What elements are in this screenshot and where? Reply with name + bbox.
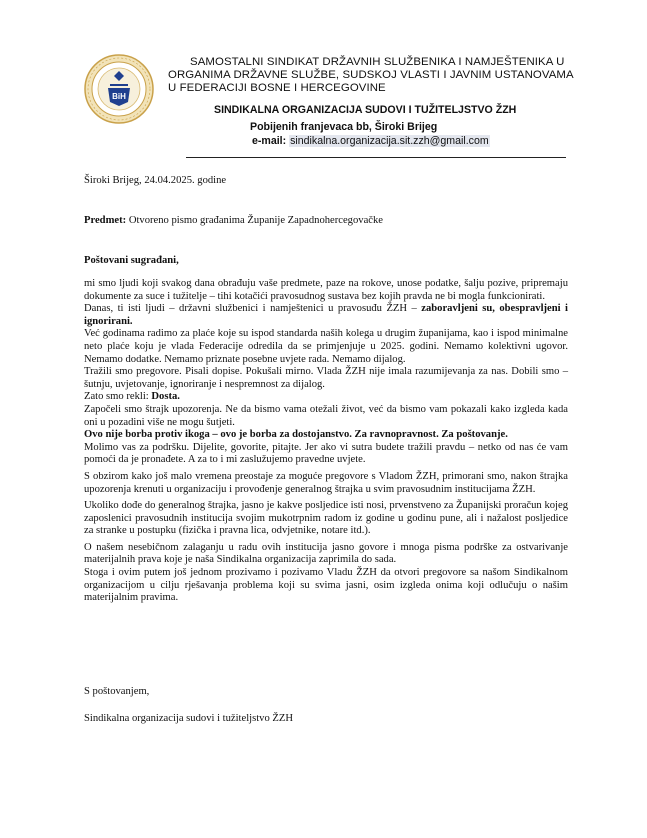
paragraph: S obzirom kako još malo vremena preostaje za moguće pregovore s Vladom ŽZH, primorani smo, nakon štrajka upozorenja krenuti u organizaciju i provođenje generalnog štrajka u svim pravosudnim institucijama ŽZH.	[84, 470, 568, 495]
paragraph: Već godinama radimo za plaće koje su ispod standarda naših kolega u drugim županijama, kao i ispod minimalne neto plaće koju je vlada Federacije odredila da se primjenjuje u 2025. godini. Nemamo kolektivni ugovor. Nemamo dodatke. Nemamo priznate posebne uvjete rada. Nemamo dijalog.	[84, 328, 568, 365]
salutation: Poštovani sugrađani,	[84, 255, 179, 266]
organization-unit: SINDIKALNA ORGANIZACIJA SUDOVI I TUŽITELJSTVO ŽZH	[214, 104, 517, 116]
paragraph: Započeli smo štrajk upozorenja. Ne da bismo vama otežali život, već da bismo vam pokazali kako izgleda kada oni u pozadini više ne mogu šutjeti.	[84, 403, 568, 428]
union-name-line: SAMOSTALNI SINDIKAT DRŽAVNIH SLUŽBENIKA I NAMJEŠTENIKA U	[190, 56, 565, 68]
union-name-line: U FEDERACIJI BOSNE I HERCEGOVINE	[168, 82, 386, 94]
paragraph-emphasis: Ovo nije borba protiv ikoga – ovo je borba za dostojanstvo. Za ravnopravnost. Za poštovanje.	[84, 429, 508, 441]
letter-body	[84, 278, 568, 605]
union-name-line: ORGANIMA DRŽAVNE SLUŽBE, SUDSKOJ VLASTI I JAVNIM USTANOVAMA	[168, 69, 574, 81]
closing: S poštovanjem,	[84, 686, 150, 697]
logo-text: BiH	[112, 92, 126, 101]
date-line: Široki Brijeg, 24.04.2025. godine	[84, 175, 227, 186]
header-divider	[186, 157, 566, 158]
paragraph: Stoga i ovim putem još jednom prozivamo i pozivamo Vladu ŽZH da otvori pregovore sa našom Sindikalnom organizacijom u cilju rješavanja problema koji su svima jasni, osim izgleda onima koji odlučuju o našim materijalnim pravima.	[84, 567, 568, 604]
paragraph: Ukoliko dođe do generalnog štrajka, jasno je kakve posljedice isti nosi, prvenstveno za Županijski proračun kojeg zaposlenici pravosudnih institucija svojim mukotrpnim radom iz godine u godinu pune, ali i nažalost posljedice za stranke u postupku (fizička i pravna lica, odvjetnike, notare itd.).	[84, 500, 568, 537]
paragraph: Tražili smo pregovore. Pisali dopise. Pokušali mirno. Vlada ŽZH nije imala razumijevanja za nas. Dobili smo – šutnju, uvjetovanje, ignoriranje i nespremnost za dijalog.	[84, 366, 568, 390]
organization-address: Pobijenih franjevaca bb, Široki Brijeg	[250, 121, 438, 133]
paragraph-emphasis: Dosta.	[151, 391, 180, 403]
subject-line	[84, 215, 568, 228]
signature: Sindikalna organizacija sudovi i tužiteljstvo ŽZH	[84, 713, 293, 724]
subject-text: Otvoreno pismo građanima Županije Zapadnohercegovačke	[126, 215, 383, 226]
subject-label: Predmet:	[84, 215, 127, 226]
paragraph-text: Danas, ti isti ljudi – državni službenici i namještenici u pravosuđu ŽZH –	[84, 303, 422, 315]
paragraph: O našem nesebičnom zalaganju u radu ovih institucija jasno govore i mnoga pisma podrške za ostvarivanje materijalnih prava koje je naša Sindikalna organizacija zaprimila do sada.	[84, 541, 568, 566]
union-logo	[84, 54, 154, 124]
paragraph	[84, 391, 568, 404]
email-link[interactable]: sindikalna.organizacija.sit.zzh@gmail.com	[290, 135, 489, 147]
paragraph-text: Zato smo rekli:	[84, 391, 152, 403]
paragraph: mi smo ljudi koji svakog dana obrađuju vaše predmete, paze na rokove, unose podatke, šalju pozive, pripremaju dokumente za suce i tužitelje – tihi kotačići pravosudnog sustava bez kojih pravda ne bi mogla funkcionirati.	[84, 278, 568, 302]
paragraph: Molimo vas za podršku. Dijelite, govorite, pitajte. Jer ako vi sutra budete tražili pravdu – netko od nas će vam pomoći da je pronađete. A za to i mi zaslužujemo pravedne uvjete.	[84, 441, 568, 466]
email-label: e-mail:	[252, 135, 287, 147]
union-name	[168, 56, 588, 95]
organization-email	[252, 135, 490, 147]
paragraph	[84, 303, 568, 328]
paragraph-emphasis: zaboravljeni su, obespravljeni i ignorirani.	[84, 303, 568, 327]
